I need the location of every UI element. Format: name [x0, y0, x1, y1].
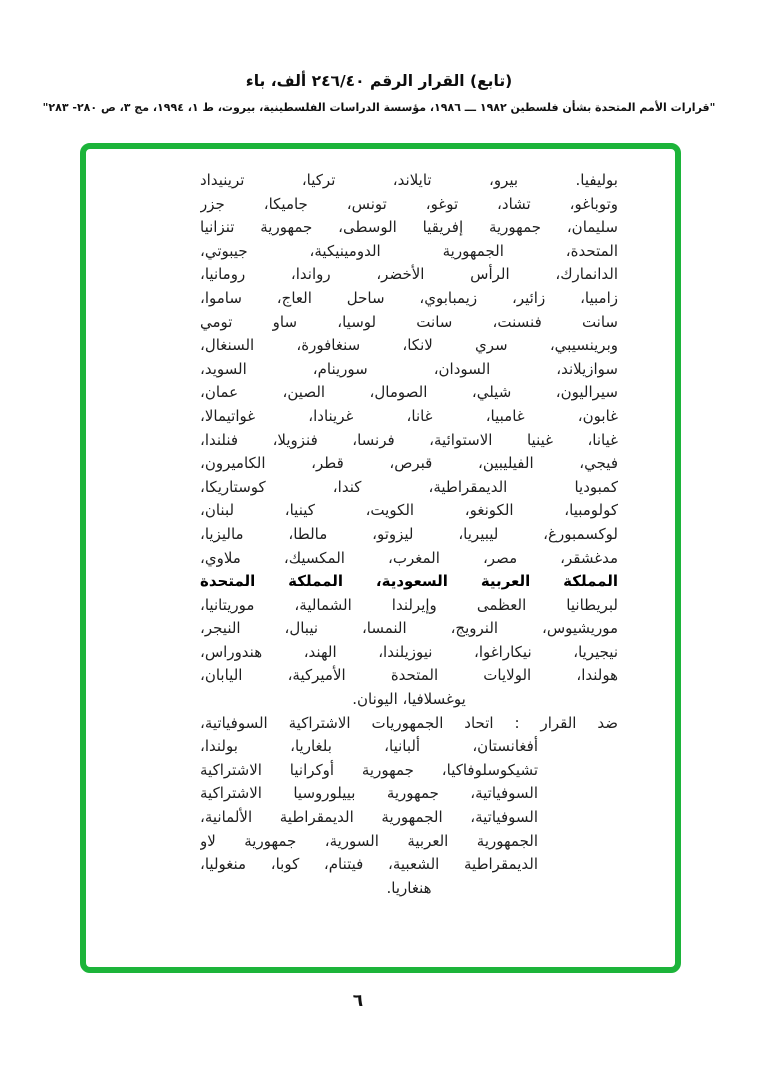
against-line: تشيكوسلوفاكيا، جمهورية أوكرانيا الاشتراكية — [200, 760, 538, 779]
against-line: السوفياتية، جمهورية بييلوروسيا الاشتراكية — [200, 784, 538, 803]
in-favour-line: سوازيلاند، السودان، سورينام، السويد، — [200, 359, 618, 378]
page-title: (تابع) القرار الرقم ٢٤٦/٤٠ ألف، باء — [245, 72, 513, 90]
page-number: ٦ — [352, 991, 364, 1011]
in-favour-line: لوكسمبورغ، ليبيريا، ليزوتو، مالطا، ماليزيا، — [200, 524, 618, 543]
in-favour-last-line: يوغسلافيا، اليونان. — [352, 690, 466, 709]
in-favour-line: سانت فنسنت، سانت لوسيا، ساو تومي — [200, 312, 618, 331]
in-favour-line: غيانا، غينيا الاستوائية، فرنسا، فنزويلا، فنلندا، — [200, 430, 618, 449]
against-first-text: اتحاد الجمهوريات الاشتراكية السوفياتية، — [200, 713, 494, 732]
in-favour-line: موريشيوس، النرويج، النمسا، نيبال، النيجر، — [200, 619, 618, 638]
in-favour-line: بوليفيا. بيرو، تايلاند، تركيا، ترينيداد — [200, 171, 618, 189]
against-label: ضد القرار : — [514, 713, 618, 732]
against-line: السوفياتية، الجمهورية الديمقراطية الألمانية، — [200, 808, 538, 827]
in-favour-line: كمبوديا الديمقراطية، كندا، كوستاريكا، — [200, 477, 618, 496]
against-line: أفغانستان، ألبانيا، بلغاريا، بولندا، — [200, 737, 538, 756]
in-favour-line: سيراليون، شيلي، الصومال، الصين، عمان، — [200, 383, 618, 402]
in-favour-line: مدغشقر، مصر، المغرب، المكسيك، ملاوي، — [200, 548, 618, 567]
against-last-line: هنغاريا. — [386, 878, 432, 897]
in-favour-line: وتوباغو، تشاد، توغو، تونس، جاميكا، جزر — [200, 194, 618, 213]
in-favour-line: زامبيا، زائير، زيمبابوي، ساحل العاج، ساموا، — [200, 288, 618, 307]
source-citation: "قرارات الأمم المتحدة بشأن فلسطين ١٩٨٢ ـــ ١٩٨٦، مؤسسة الدراسات الفلسطينية، بيروت، ط ١، ١٩٩٤، مج ٣، ص ٢٨٠- ٢٨٣" — [42, 101, 716, 114]
in-favour-line: لبريطانيا العظمى وإيرلندا الشمالية، موريتانيا، — [200, 595, 618, 614]
in-favour-line: كولومبيا، الكونغو، الكويت، كينيا، لبنان، — [200, 501, 618, 520]
against-heading-line — [200, 712, 618, 736]
in-favour-line: وبرينسيبي، سري لانكا، سنغافورة، السنغال، — [200, 336, 618, 355]
in-favour-line-bold: المملكة العربية السعودية، المملكة المتحدة — [200, 572, 618, 591]
in-favour-line: سليمان، جمهورية إفريقيا الوسطى، جمهورية تنزانيا — [200, 218, 618, 237]
vote-record-text — [200, 169, 618, 900]
against-line: الديمقراطية الشعبية، فيتنام، كوبا، منغوليا، — [200, 855, 538, 874]
in-favour-line: نيجيريا، نيكاراغوا، نيوزيلندا، الهند، هندوراس، — [200, 642, 618, 661]
in-favour-line: فيجي، الفيليبين، قبرص، قطر، الكاميرون، — [200, 454, 618, 473]
in-favour-line: الدانمارك، الرأس الأخضر، رواندا، رومانيا، — [200, 265, 618, 284]
in-favour-line: المتحدة، الجمهورية الدومينيكية، جيبوتي، — [200, 241, 618, 260]
in-favour-line: غابون، غامبيا، غانا، غرينادا، غواتيمالا، — [200, 406, 618, 425]
in-favour-line: هولندا، الولايات المتحدة الأميركية، اليابان، — [200, 666, 618, 685]
against-line: الجمهورية العربية السورية، جمهورية لاو — [200, 831, 538, 850]
